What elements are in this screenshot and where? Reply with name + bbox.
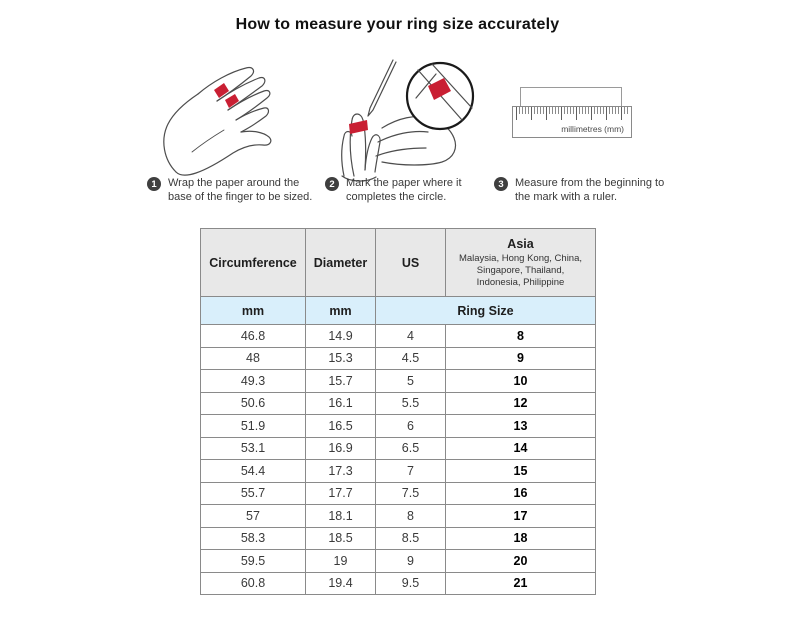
- cell-asia: 17: [446, 505, 596, 528]
- unit-diameter: mm: [306, 297, 376, 325]
- table-row: [201, 572, 596, 595]
- step-1-line2: base of the finger to be sized.: [168, 190, 313, 203]
- ruler-ticks: [516, 107, 628, 120]
- cell-us: 6: [376, 415, 446, 438]
- ring-size-table: [200, 228, 596, 595]
- cell-diameter_mm: 19.4: [306, 572, 376, 595]
- cell-asia: 8: [446, 325, 596, 348]
- table-row: [201, 505, 596, 528]
- step-3-caption: [494, 177, 664, 204]
- step-1-number-badge: 1: [147, 177, 161, 191]
- cell-circumference_mm: 55.7: [201, 482, 306, 505]
- cell-circumference_mm: 48: [201, 347, 306, 370]
- cell-circumference_mm: 59.5: [201, 550, 306, 573]
- page-title: How to measure your ring size accurately: [235, 16, 560, 33]
- table-row: [201, 550, 596, 573]
- cell-diameter_mm: 19: [306, 550, 376, 573]
- size-table-body: [201, 325, 596, 595]
- ruler: [512, 106, 632, 138]
- cell-asia: 12: [446, 392, 596, 415]
- table-row: [201, 370, 596, 393]
- cell-asia: 9: [446, 347, 596, 370]
- step-3-text: [515, 177, 664, 204]
- mark-paper-illustration: [330, 58, 480, 183]
- table-row: [201, 437, 596, 460]
- paper-strip-red: [225, 94, 239, 108]
- cell-diameter_mm: 17.7: [306, 482, 376, 505]
- cell-diameter_mm: 16.1: [306, 392, 376, 415]
- unit-circumference: mm: [201, 297, 306, 325]
- cell-asia: 10: [446, 370, 596, 393]
- table-row: [201, 347, 596, 370]
- cell-diameter_mm: 18.1: [306, 505, 376, 528]
- cell-circumference_mm: 57: [201, 505, 306, 528]
- cell-diameter_mm: 15.3: [306, 347, 376, 370]
- cell-us: 5.5: [376, 392, 446, 415]
- ruler-illustration: [512, 87, 634, 141]
- cell-us: 9: [376, 550, 446, 573]
- cell-diameter_mm: 15.7: [306, 370, 376, 393]
- ring-size-label: Ring Size: [376, 297, 596, 325]
- asia-subtitle-line: Indonesia, Philippine: [476, 276, 565, 288]
- cell-asia: 16: [446, 482, 596, 505]
- cell-us: 4.5: [376, 347, 446, 370]
- table-row: [201, 325, 596, 348]
- header-asia-subtitle: [446, 253, 595, 289]
- cell-us: 4: [376, 325, 446, 348]
- cell-us: 9.5: [376, 572, 446, 595]
- step-2-number-badge: 2: [325, 177, 339, 191]
- asia-subtitle-line: Singapore, Thailand,: [476, 264, 565, 276]
- step-3-number-badge: 3: [494, 177, 508, 191]
- table-unit-row: [201, 297, 596, 325]
- cell-diameter_mm: 14.9: [306, 325, 376, 348]
- cell-asia: 14: [446, 437, 596, 460]
- table-row: [201, 482, 596, 505]
- cell-circumference_mm: 49.3: [201, 370, 306, 393]
- table-row: [201, 415, 596, 438]
- cell-asia: 20: [446, 550, 596, 573]
- cell-circumference_mm: 60.8: [201, 572, 306, 595]
- header-us: US: [376, 229, 446, 297]
- hand-wrap-illustration: [158, 66, 308, 178]
- step-1-text: [168, 177, 312, 204]
- ruler-unit-label: millimetres (mm): [561, 124, 624, 134]
- cell-circumference_mm: 50.6: [201, 392, 306, 415]
- table-row: [201, 460, 596, 483]
- cell-circumference_mm: 54.4: [201, 460, 306, 483]
- step-1-line1: Wrap the paper around the: [168, 177, 300, 189]
- step-2-text: [346, 177, 462, 204]
- cell-diameter_mm: 18.5: [306, 527, 376, 550]
- table-header-row: [201, 229, 596, 297]
- header-diameter: Diameter: [306, 229, 376, 297]
- cell-asia: 18: [446, 527, 596, 550]
- header-asia: [446, 229, 596, 297]
- step-2-line2: completes the circle.: [346, 190, 447, 203]
- cell-diameter_mm: 17.3: [306, 460, 376, 483]
- cell-circumference_mm: 53.1: [201, 437, 306, 460]
- cell-circumference_mm: 46.8: [201, 325, 306, 348]
- table-row: [201, 392, 596, 415]
- step-1-caption: [147, 177, 312, 204]
- paper-strip-red: [214, 83, 229, 98]
- header-asia-title: Asia: [507, 236, 534, 251]
- cell-diameter_mm: 16.9: [306, 437, 376, 460]
- step-3-line1: Measure from the beginning to: [515, 177, 665, 189]
- cell-us: 8.5: [376, 527, 446, 550]
- cell-us: 6.5: [376, 437, 446, 460]
- cell-circumference_mm: 58.3: [201, 527, 306, 550]
- cell-us: 7: [376, 460, 446, 483]
- table-row: [201, 527, 596, 550]
- step-3-line2: the mark with a ruler.: [515, 190, 618, 203]
- asia-subtitle-line: Malaysia, Hong Kong, China,: [458, 252, 583, 264]
- cell-us: 7.5: [376, 482, 446, 505]
- cell-us: 8: [376, 505, 446, 528]
- cell-us: 5: [376, 370, 446, 393]
- cell-circumference_mm: 51.9: [201, 415, 306, 438]
- cell-asia: 15: [446, 460, 596, 483]
- cell-asia: 21: [446, 572, 596, 595]
- cell-asia: 13: [446, 415, 596, 438]
- header-circumference: Circumference: [201, 229, 306, 297]
- step-2-caption: [325, 177, 462, 204]
- step-2-line1: Mark the paper where it: [346, 177, 462, 189]
- cell-diameter_mm: 16.5: [306, 415, 376, 438]
